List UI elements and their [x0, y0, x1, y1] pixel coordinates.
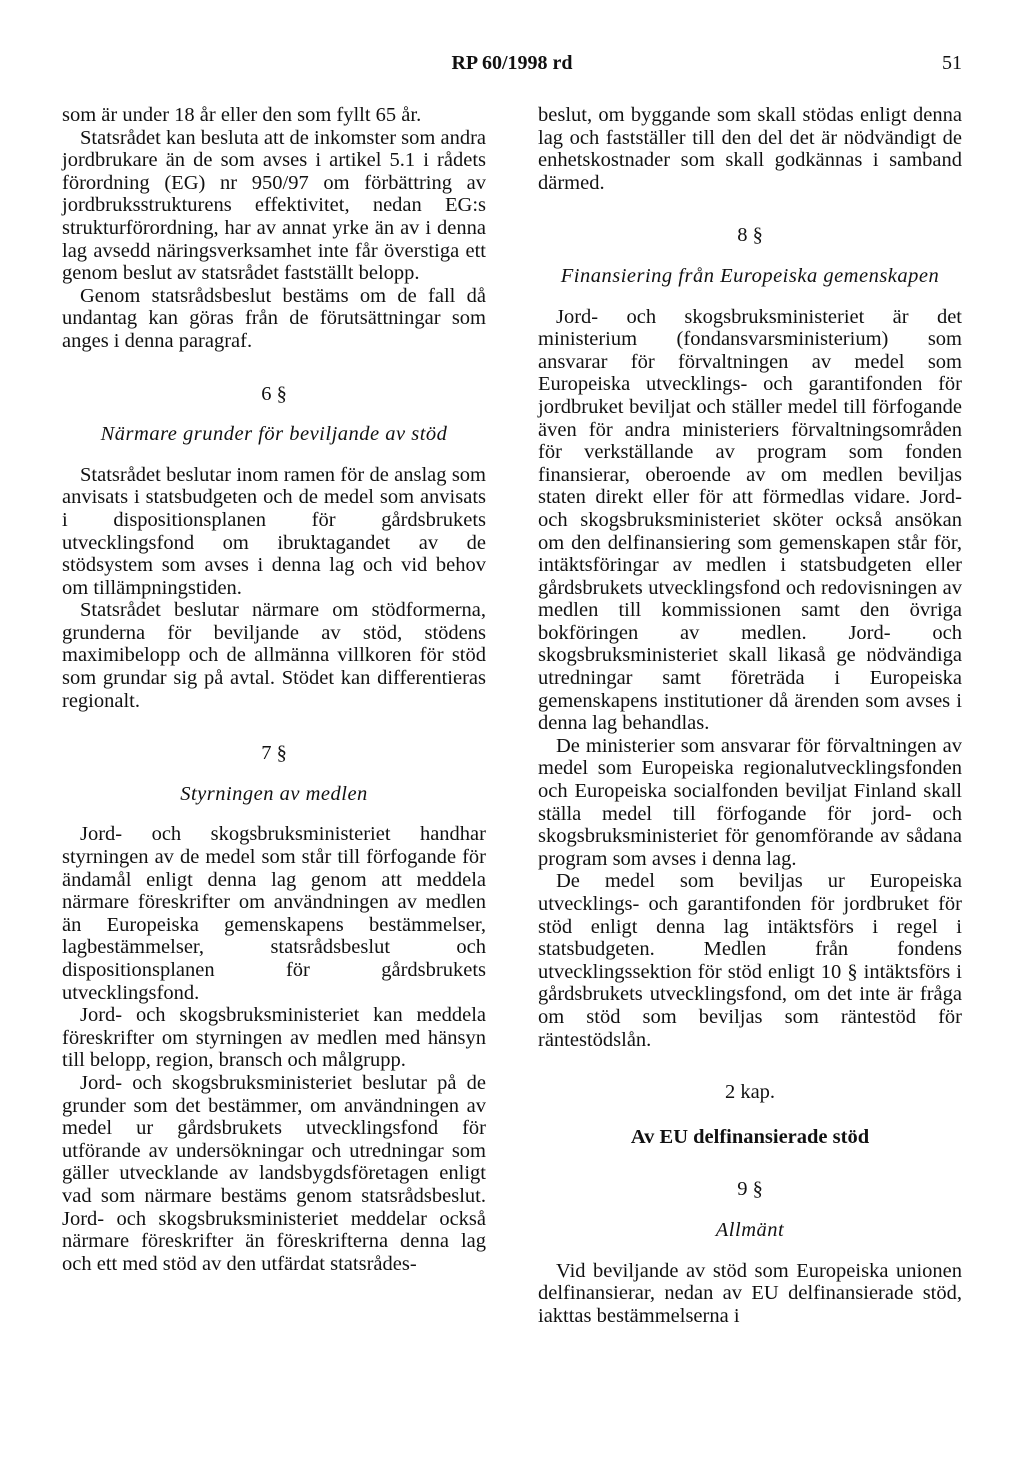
- paragraph: Genom statsrådsbeslut bestäms om de fall då undantag kan göras från de förutsättningar som anges i denna paragraf.: [62, 284, 486, 352]
- chapter-number: 2 kap.: [724, 1081, 776, 1104]
- paragraph: Jord- och skogsbruksministeriet handhar styrningen av de medel som står till förfogande för ändamål enligt denna lag genom att meddela närmare föreskrifter om användningen av medlen än Europeiska gemenskapens bestämmelser, lagbestämmelser, statsrådsbeslut och dispositionsplanen för gårdsbrukets utvecklingsfond.: [62, 823, 486, 1004]
- document-reference: RP 60/1998 rd: [451, 52, 573, 74]
- paragraph: Vid beviljande av stöd som Europeiska unionen delfinansierar, nedan av EU delfinansierade stöd, iakttas bestämmelserna i: [538, 1259, 962, 1327]
- section-number: 8 §: [737, 224, 763, 247]
- page-number: 51: [942, 52, 962, 74]
- section-title: Närmare grunder för beviljande av stöd: [100, 423, 448, 446]
- paragraph: Statsrådet beslutar närmare om stödformerna, grunderna för beviljande av stöd, stödens maximibelopp och de allmänna villkoren för stöd som grundar sig på avtal. Stödet kan differentieras regionalt.: [62, 599, 486, 712]
- section-number: 7 §: [261, 742, 287, 765]
- section-title: Allmänt: [715, 1218, 785, 1241]
- right-column: [538, 104, 962, 1327]
- paragraph: Statsrådet kan besluta att de inkomster som andra jordbrukare än de som avses i artikel 5.1 i rådets förordning (EG) nr 950/97 om förbättring av jordbruksstrukturens effektivitet, nedan EG:s strukturförordning, har av annat yrke än av i denna lag avsedd näringsverksamhet inte får överstiga ett genom beslut av statsrådet fastställt belopp.: [62, 126, 486, 285]
- section-number: 6 §: [261, 382, 287, 405]
- paragraph: Jord- och skogsbruksministeriet är det ministerium (fondansvarsministerium) som ansvarar för förvaltningen av medel som Europeiska utvecklings- och garantifonden för jordbruket beviljat och ställer medel till förfogande även för andra ministeriers förvaltningsområden för verkställande av program som fonden finansierar, oberoende av om medlen beviljas staten direkt eller för att förmedlas vidare. Jord- och skogsbruksministeriet sköter också ansökan om den delfinansiering som gemenskapen står för, intäktsföringar av medlen i statsbudgeten eller gårdsbrukets utvecklingsfond och redovisningen av medlen till kommissionen samt den övriga bokföringen av medlen. Jord- och skogsbruksministeriet skall likaså ge nödvändiga utredningar samt företräda i Europeiska gemenskapens institutioner då ärenden som avses i denna lag behandlas.: [538, 305, 962, 735]
- paragraph: Jord- och skogsbruksministeriet kan meddela föreskrifter om styrningen av medlen med hänsyn till belopp, region, bransch och målgrupp.: [62, 1004, 486, 1072]
- chapter-title: Av EU delfinansierade stöd: [630, 1125, 870, 1148]
- section-title: Finansiering från Europeiska gemenskapen: [560, 264, 940, 287]
- section-title: Styrningen av medlen: [180, 782, 368, 805]
- paragraph: De medel som beviljas ur Europeiska utvecklings- och garantifonden för jordbruket för stöd enligt denna lag intäktsförs i regel i statsbudgeten. Medlen från fondens utvecklingssektion för stöd enligt 10 § intäktsförs i gårdsbrukets utvecklingsfond, om det inte är fråga om stöd som beviljas som räntestöd för räntestödslån.: [538, 870, 962, 1051]
- paragraph: Jord- och skogsbruksministeriet beslutar på de grunder som det bestämmer, om användningen av medel ur gårdsbrukets utvecklingsfond för utförande av undersökningar och utredningar som gäller utvecklande av landsbygdsföretagen enligt vad som närmare bestäms genom statsrådsbeslut. Jord- och skogsbruksministeriet meddelar också närmare föreskrifter än föreskrifterna denna lag och ett med stöd av den utfärdat statsrådes-: [62, 1071, 486, 1275]
- paragraph: beslut, om byggande som skall stödas enligt denna lag och fastställer till den del det är nödvändigt de enhetskostnader som skall godkännas i samband därmed.: [538, 104, 962, 194]
- paragraph: Statsrådet beslutar inom ramen för de anslag som anvisats i statsbudgeten och de medel som anvisats i dispositionsplanen för gårdsbrukets utvecklingsfond om ibruktagandet av de stödsystem som avses i denna lag och vid behov om tillämpningstiden.: [62, 463, 486, 599]
- paragraph: De ministerier som ansvarar för förvaltningen av medel som Europeiska regionalutvecklingsfonden och Europeiska socialfonden beviljat Finland skall ställa medel till förfogande för jord- och skogsbruksministeriet för genomförande av sådana program som avses i denna lag.: [538, 734, 962, 870]
- left-column: [62, 104, 486, 1275]
- section-number: 9 §: [737, 1178, 763, 1201]
- paragraph: som är under 18 år eller den som fyllt 65 år.: [62, 104, 422, 126]
